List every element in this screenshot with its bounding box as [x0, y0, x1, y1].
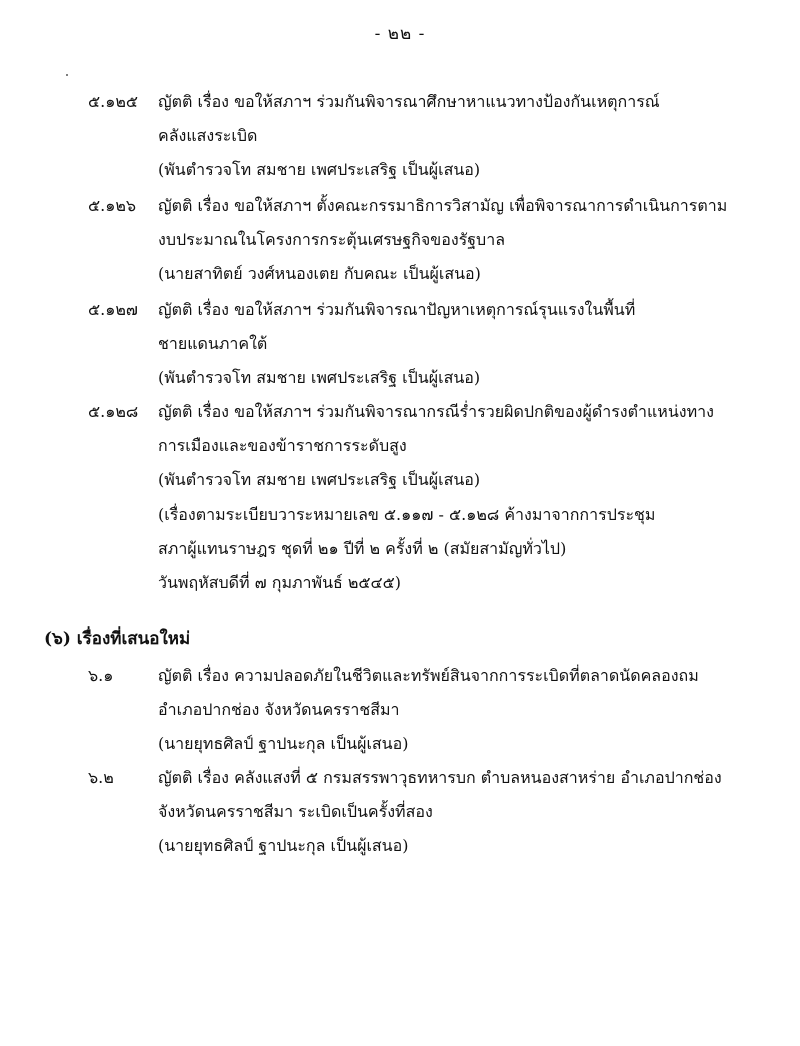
agenda-item-note: (เรื่องตามระเบียบวาระหมายเลข ๕.๑๑๗ - ๕.๑๒๘ ค้างมาจากการประชุม	[158, 505, 656, 524]
section-heading: (๖) เรื่องที่เสนอใหม่	[44, 629, 191, 649]
agenda-item-proposer: (พันตำรวจโท สมชาย เพศประเสริฐ เป็นผู้เสนอ)	[158, 160, 481, 179]
agenda-item-text: อำเภอปากช่อง จังหวัดนครราชสีมา	[158, 700, 400, 719]
agenda-item-text: งบประมาณในโครงการกระตุ้นเศรษฐกิจของรัฐบาล	[158, 230, 505, 249]
agenda-item-text: ชายแดนภาคใต้	[158, 334, 268, 353]
agenda-item-number: ๕.๑๒๗	[88, 300, 138, 319]
agenda-item-text: ญัตติ เรื่อง ความปลอดภัยในชีวิตและทรัพย์สินจากการระเบิดที่ตลาดนัดคลองถม	[158, 666, 699, 685]
agenda-item-proposer: (นายสาทิตย์ วงศ์หนองเตย กับคณะ เป็นผู้เสนอ)	[158, 264, 481, 283]
agenda-item-proposer: (พันตำรวจโท สมชาย เพศประเสริฐ เป็นผู้เสนอ)	[158, 470, 481, 489]
agenda-item-proposer: (นายยุทธศิลป์ ฐาปนะกุล เป็นผู้เสนอ)	[158, 734, 409, 753]
agenda-item-text: ญัตติ เรื่อง ขอให้สภาฯ ร่วมกันพิจารณาปัญหาเหตุการณ์รุนแรงในพื้นที่	[158, 300, 636, 319]
scan-speck	[66, 74, 68, 76]
page-number: - ๒๒ -	[374, 24, 426, 44]
agenda-item-text: การเมืองและของข้าราชการระดับสูง	[158, 436, 407, 455]
agenda-item-text: ญัตติ เรื่อง คลังแสงที่ ๕ กรมสรรพาวุธทหารบก ตำบลหนองสาหร่าย อำเภอปากช่อง	[158, 768, 722, 787]
agenda-item-number: ๕.๑๒๖	[88, 196, 137, 215]
agenda-item-text: จังหวัดนครราชสีมา ระเบิดเป็นครั้งที่สอง	[158, 802, 433, 821]
agenda-item-text: ญัตติ เรื่อง ขอให้สภาฯ ร่วมกันพิจารณาศึกษาหาแนวทางป้องกันเหตุการณ์	[158, 92, 660, 111]
agenda-item-number: ๕.๑๒๘	[88, 402, 139, 421]
agenda-item-note: วันพฤหัสบดีที่ ๗ กุมภาพันธ์ ๒๕๔๕)	[158, 573, 401, 592]
agenda-item-text: ญัตติ เรื่อง ขอให้สภาฯ ร่วมกันพิจารณากรณีร่ำรวยผิดปกติของผู้ดำรงตำแหน่งทาง	[158, 402, 714, 421]
agenda-item-number: ๕.๑๒๕	[88, 92, 139, 111]
agenda-item-number: ๖.๒	[88, 768, 114, 787]
agenda-item-number: ๖.๑	[88, 666, 114, 685]
agenda-item-text: คลังแสงระเบิด	[158, 126, 258, 145]
agenda-item-proposer: (นายยุทธศิลป์ ฐาปนะกุล เป็นผู้เสนอ)	[158, 836, 409, 855]
agenda-item-text: ญัตติ เรื่อง ขอให้สภาฯ ตั้งคณะกรรมาธิการวิสามัญ เพื่อพิจารณาการดำเนินการตาม	[158, 196, 728, 215]
agenda-item-proposer: (พันตำรวจโท สมชาย เพศประเสริฐ เป็นผู้เสนอ)	[158, 368, 481, 387]
agenda-item-note: สภาผู้แทนราษฎร ชุดที่ ๒๑ ปีที่ ๒ ครั้งที่ ๒ (สมัยสามัญทั่วไป)	[158, 539, 567, 558]
